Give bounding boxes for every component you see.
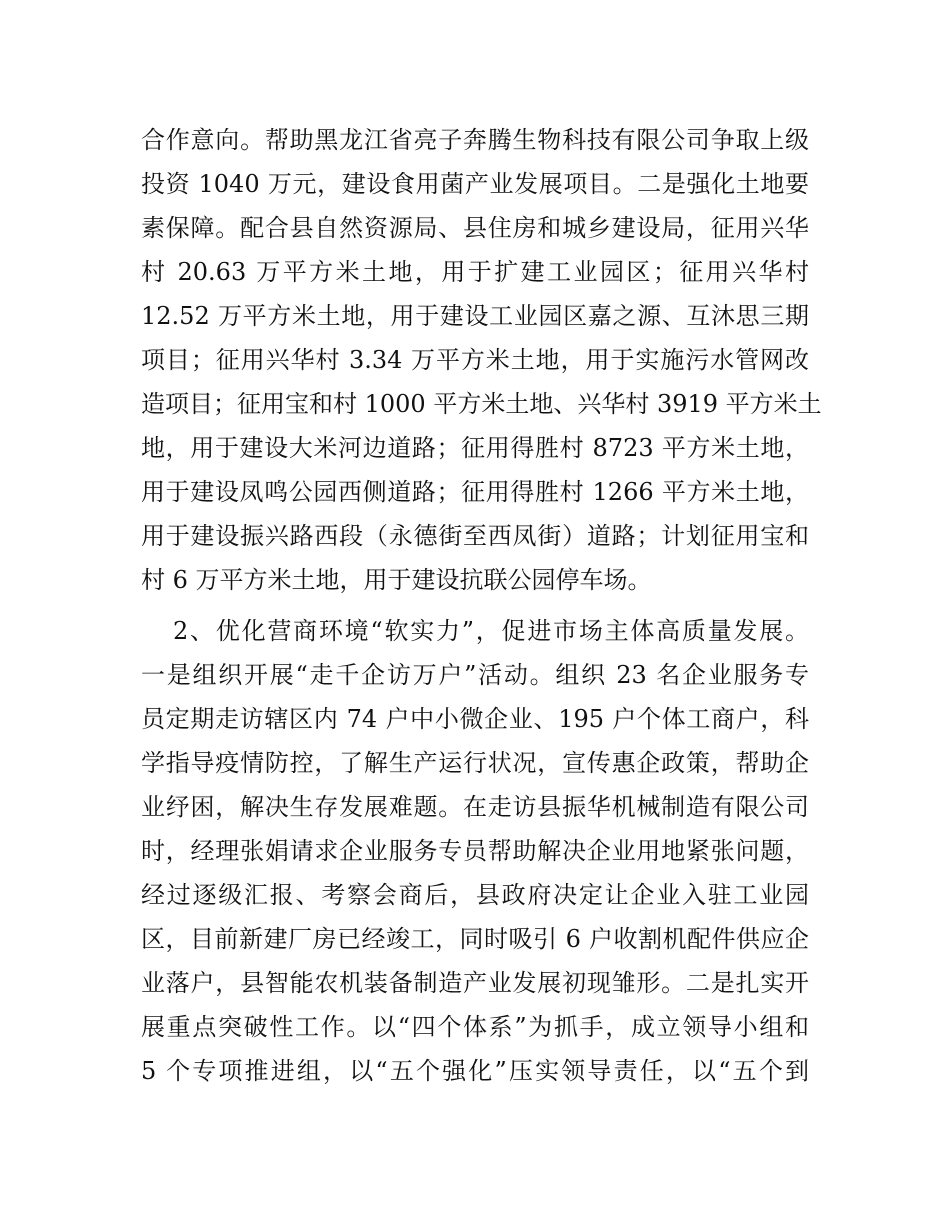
paragraph-1-line-9: 用于建设凤鸣公园西侧道路；征用得胜村 1266 平方米土地， <box>141 478 809 506</box>
paragraph-1-line-6: 项目；征用兴华村 3.34 万平方米土地，用于实施污水管网改 <box>141 346 809 374</box>
paragraph-2-line-2: 一是组织开展“走千企访万户”活动。组织 23 名企业服务专 <box>141 661 809 689</box>
paragraph-1-line-2: 投资 1040 万元，建设食用菌产业发展项目。二是强化土地要 <box>141 170 809 198</box>
paragraph-2-line-9: 业落户，县智能农机装备制造产业发展初现雏形。二是扎实开 <box>141 969 809 997</box>
paragraph-2-line-10: 展重点突破性工作。以“四个体系”为抓手，成立领导小组和 <box>141 1013 809 1041</box>
paragraph-2-line-5: 业纾困，解决生存发展难题。在走访县振华机械制造有限公司 <box>141 793 809 821</box>
paragraph-1-line-3: 素保障。配合县自然资源局、县住房和城乡建设局，征用兴华 <box>141 214 809 242</box>
paragraph-2-line-3: 员定期走访辖区内 74 户中小微企业、195 户个体工商户，科 <box>141 705 809 733</box>
paragraph-2-line-7: 经过逐级汇报、考察会商后，县政府决定让企业入驻工业园 <box>141 881 809 909</box>
paragraph-1-line-11: 村 6 万平方米土地，用于建设抗联公园停车场。 <box>141 566 652 594</box>
paragraph-2-line-1: 2、优化营商环境“软实力”，促进市场主体高质量发展。 <box>173 617 809 645</box>
paragraph-1-line-4: 村 20.63 万平方米土地，用于扩建工业园区；征用兴华村 <box>141 258 809 286</box>
paragraph-1-line-10: 用于建设振兴路西段（永德街至西凤街）道路；计划征用宝和 <box>141 522 809 550</box>
paragraph-2-line-6: 时，经理张娟请求企业服务专员帮助解决企业用地紧张问题， <box>141 837 809 865</box>
paragraph-2-line-8: 区，目前新建厂房已经竣工，同时吸引 6 户收割机配件供应企 <box>141 925 809 953</box>
paragraph-1-line-7: 造项目；征用宝和村 1000 平方米土地、兴华村 3919 平方米土 <box>141 390 822 418</box>
paragraph-1-line-5: 12.52 万平方米土地，用于建设工业园区嘉之源、互沐思三期 <box>141 302 809 330</box>
paragraph-1-line-8: 地，用于建设大米河边道路；征用得胜村 8723 平方米土地， <box>141 434 809 462</box>
paragraph-1-line-1: 合作意向。帮助黑龙江省亮子奔腾生物科技有限公司争取上级 <box>141 126 809 154</box>
paragraph-2-line-4: 学指导疫情防控，了解生产运行状况，宣传惠企政策，帮助企 <box>141 749 809 777</box>
paragraph-2-line-11: 5 个专项推进组，以“五个强化”压实领导责任，以“五个到 <box>141 1057 809 1085</box>
